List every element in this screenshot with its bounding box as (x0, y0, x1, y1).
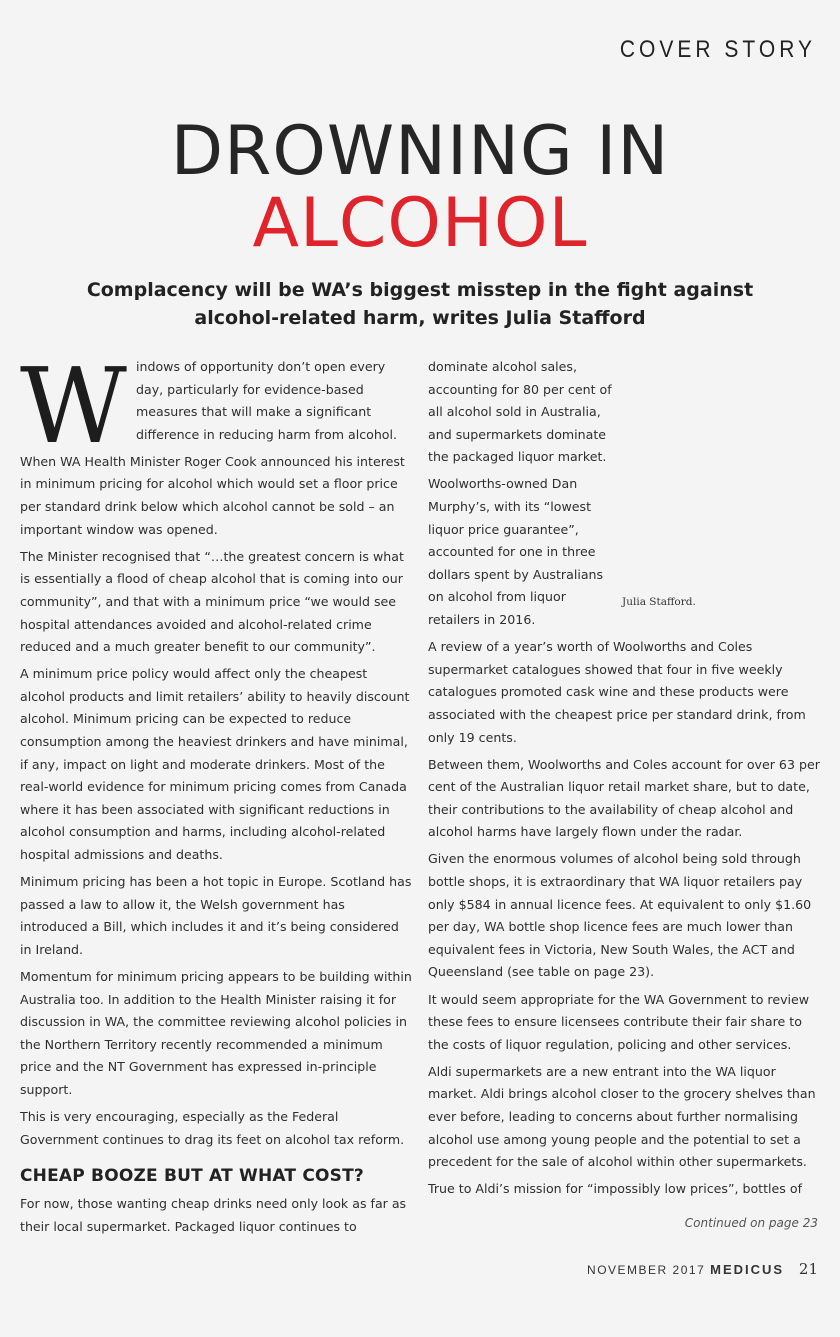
intro-text: indows of opportunity don’t open every day, particularly for evidence-based measures that will make a significant difference in reducing harm from alcohol. (136, 359, 398, 442)
body-paragraph: True to Aldi’s mission for “impossibly low prices”, bottles of (428, 1181, 802, 1197)
body-paragraph: Given the enormous volumes of alcohol being sold through bottle shops, it is extraordinary that WA liquor retailers pay only $584 in annual licence fees. At equivalent to only $1.60 per day, WA bottle shop licence fees are much lower than equivalent fees in Victoria, New South Wales, the ACT and Queensland (see table on page 23). (428, 851, 812, 980)
page-footer (587, 1260, 818, 1278)
body-paragraph: A minimum price policy would affect only the cheapest alcohol products and limit retailers’ ability to heavily discount alcohol. Minimum pricing can be expected to reduce consumption among the heaviest drinkers and have minimal, if any, impact on light and moderate drinkers. Most of the real-world evidence for minimum pricing comes from Canada where it has been associated with significant reductions in alcohol consumption and harms, including alcohol-related hospital admissions and deaths. (20, 666, 410, 862)
body-paragraph: Woolworths-owned Dan Murphy’s, with its “lowest liquor price guarantee”, accounted for one in three dollars spent by Australians on alcohol from liquor retailers in 2016. (428, 476, 604, 628)
author-photo (616, 356, 820, 618)
body-paragraph: A review of a year’s worth of Woolworths and Coles supermarket catalogues showed that four in five weekly catalogues promoted cask wine and these products were associated with the cheapest price per standard drink, from only 19 cents. (428, 639, 806, 745)
body-paragraph: For now, those wanting cheap drinks need only look as far as their local supermarket. Packaged liquor continues to (20, 1196, 407, 1234)
body-paragraph: This is very encouraging, especially as the Federal Government continues to drag its feet on alcohol tax reform. (20, 1109, 405, 1147)
magazine-name: MEDICUS (710, 1262, 785, 1277)
subheading: CHEAP BOOZE BUT AT WHAT COST? (20, 1166, 364, 1187)
intro-paragraph (20, 345, 412, 467)
headline-line-2: ALCOHOL (252, 184, 588, 263)
body-paragraph: Minimum pricing has been a hot topic in Europe. Scotland has passed a law to allow it, the Welsh government has introduced a Bill, which includes it and it’s being considered in Ireland. (20, 874, 412, 957)
section-label: COVER STORY (619, 36, 816, 63)
body-paragraph: The Minister recognised that “…the greatest concern is what is essentially a flood of cheap alcohol that is coming into our community”, and that with a minimum price “we would see hospital attendances avoided and alcohol-related crime reduced and a much greater benefit to our community”. (20, 548, 404, 655)
body-paragraph: Momentum for minimum pricing appears to be building within Australia too. In addition to the Health Minister raising it for discussion in WA, the committee reviewing alcohol policies in the Northern Territory recently recommended a minimum price and the NT Government has expressed in-principle support. (20, 968, 412, 1097)
issue-date: NOVEMBER 2017 (587, 1263, 706, 1277)
headline-line-1: DROWNING IN (170, 112, 670, 191)
body-paragraph: dominate alcohol sales, accounting for 80 per cent of all alcohol sold in Australia, and supermarkets dominate the packaged liquor market. (428, 359, 612, 465)
standfirst: Complacency will be WA’s biggest misstep in the fight against alcohol-related harm, writes Julia Stafford (86, 279, 754, 329)
left-column (20, 345, 412, 1243)
page-number: 21 (798, 1260, 818, 1278)
body-paragraph: It would seem appropriate for the WA Government to review these fees to ensure licensees contribute their fair share to the costs of liquor regulation, policing and other services. (428, 991, 810, 1052)
body-paragraph: Aldi supermarkets are a new entrant into the WA liquor market. Aldi brings alcohol closer to the grocery shelves than ever before, leading to concerns about further normalising alcohol use among young people and the potential to set a precedent for the sale of alcohol within other supermarkets. (428, 1063, 816, 1170)
body-paragraph: When WA Health Minister Roger Cook announced his interest in minimum pricing for alcohol which would set a floor price per standard drink below which alcohol cannot be sold – an important window was opened. (20, 453, 405, 537)
drop-cap: W (20, 345, 127, 467)
continued-link[interactable]: Continued on page 23 (684, 1216, 818, 1230)
photo-caption: Julia Stafford. (622, 596, 696, 608)
body-paragraph: Between them, Woolworths and Coles account for over 63 per cent of the Australian liquor retail market share, but to date, their contributions to the availability of cheap alcohol and alcohol harms have largely flown under the radar. (428, 756, 820, 840)
